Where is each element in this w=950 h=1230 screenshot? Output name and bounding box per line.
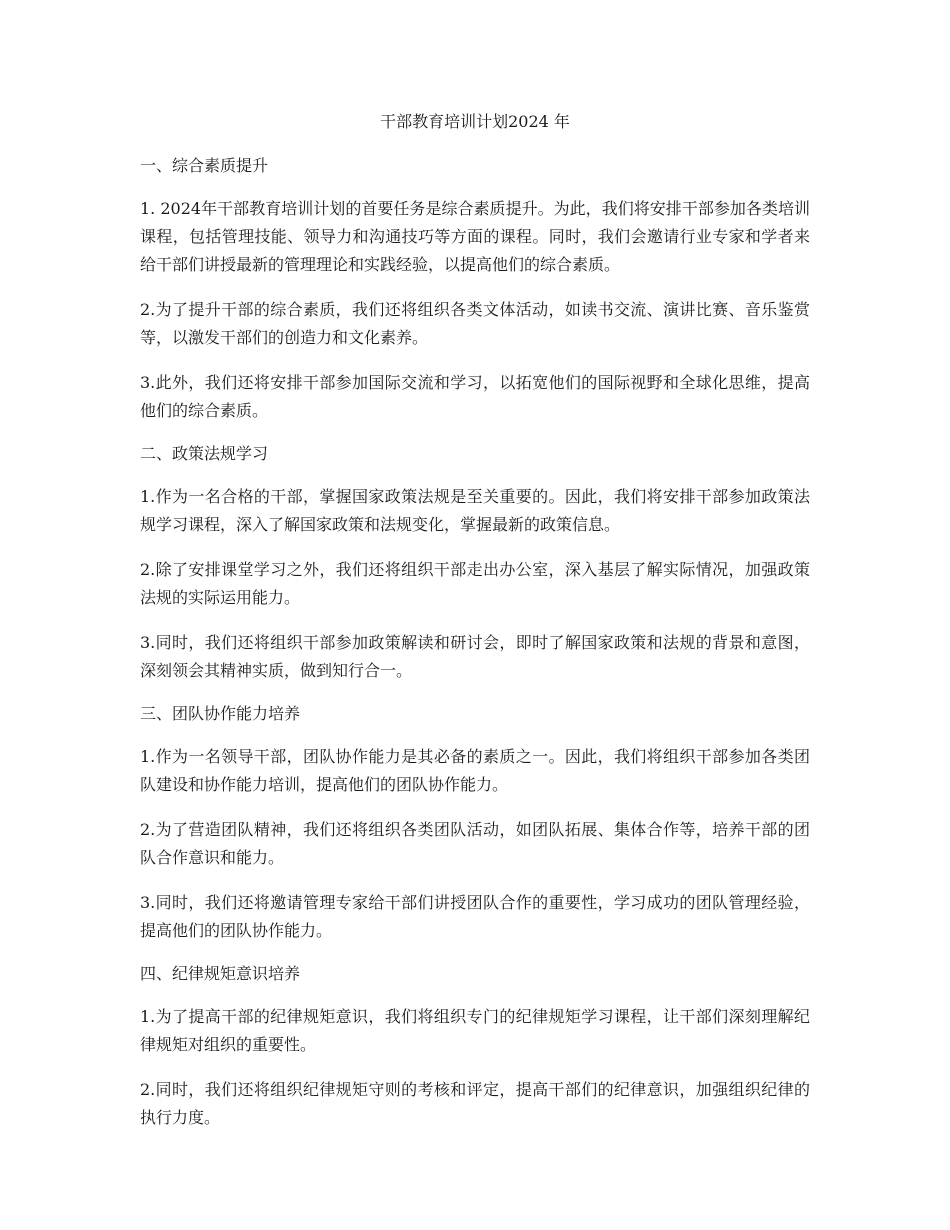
paragraph: 1.作为一名领导干部，团队协作能力是其必备的素质之一。因此，我们将组织干部参加各类团队建设和协作能力培训，提高他们的团队协作能力。 — [140, 747, 810, 794]
section-heading: 四、纪律规矩意识培养 — [140, 964, 301, 983]
paragraph: 3.同时，我们还将邀请管理专家给干部们讲授团队合作的重要性，学习成功的团队管理经验，提高他们的团队协作能力。 — [140, 893, 810, 940]
paragraph: 1.为了提高干部的纪律规矩意识，我们将组织专门的纪律规矩学习课程，让干部们深刻理解纪律规矩对组织的重要性。 — [140, 1007, 810, 1054]
paragraph: 3.此外，我们还将安排干部参加国际交流和学习，以拓宽他们的国际视野和全球化思维，提高他们的综合素质。 — [140, 373, 810, 420]
paragraph: 2.为了营造团队精神，我们还将组织各类团队活动，如团队拓展、集体合作等，培养干部的团队合作意识和能力。 — [140, 820, 810, 867]
section-heading: 一、综合素质提升 — [140, 156, 269, 175]
section-comprehensive-quality — [140, 154, 810, 425]
paragraph: 3.同时，我们还将组织干部参加政策解读和研讨会，即时了解国家政策和法规的背景和意图，深刻领会其精神实质，做到知行合一。 — [140, 633, 810, 680]
paragraph: 2.同时，我们还将组织纪律规矩守则的考核和评定，提高干部们的纪律意识，加强组织纪律的执行力度。 — [140, 1080, 810, 1127]
document-page — [140, 110, 810, 1149]
paragraph: 1. 2024年干部教育培训计划的首要任务是综合素质提升。为此，我们将安排干部参加各类培训课程，包括管理技能、领导力和沟通技巧等方面的课程。同时，我们会邀请行业专家和学者来给干部们讲授最新的管理理论和实践经验，以提高他们的综合素质。 — [140, 199, 810, 274]
paragraph: 2.为了提升干部的综合素质，我们还将组织各类文体活动，如读书交流、演讲比赛、音乐鉴赏等，以激发干部们的创造力和文化素养。 — [140, 300, 810, 347]
paragraph: 2.除了安排课堂学习之外，我们还将组织干部走出办公室，深入基层了解实际情况，加强政策法规的实际运用能力。 — [140, 560, 810, 607]
paragraph: 1.作为一名合格的干部，掌握国家政策法规是至关重要的。因此，我们将安排干部参加政策法规学习课程，深入了解国家政策和法规变化，掌握最新的政策信息。 — [140, 487, 810, 534]
section-teamwork — [140, 702, 810, 945]
section-heading: 三、团队协作能力培养 — [140, 704, 301, 723]
section-discipline — [140, 962, 810, 1132]
section-heading: 二、政策法规学习 — [140, 444, 269, 463]
section-policy-regulation — [140, 442, 810, 685]
document-title: 干部教育培训计划2024 年 — [380, 112, 570, 131]
